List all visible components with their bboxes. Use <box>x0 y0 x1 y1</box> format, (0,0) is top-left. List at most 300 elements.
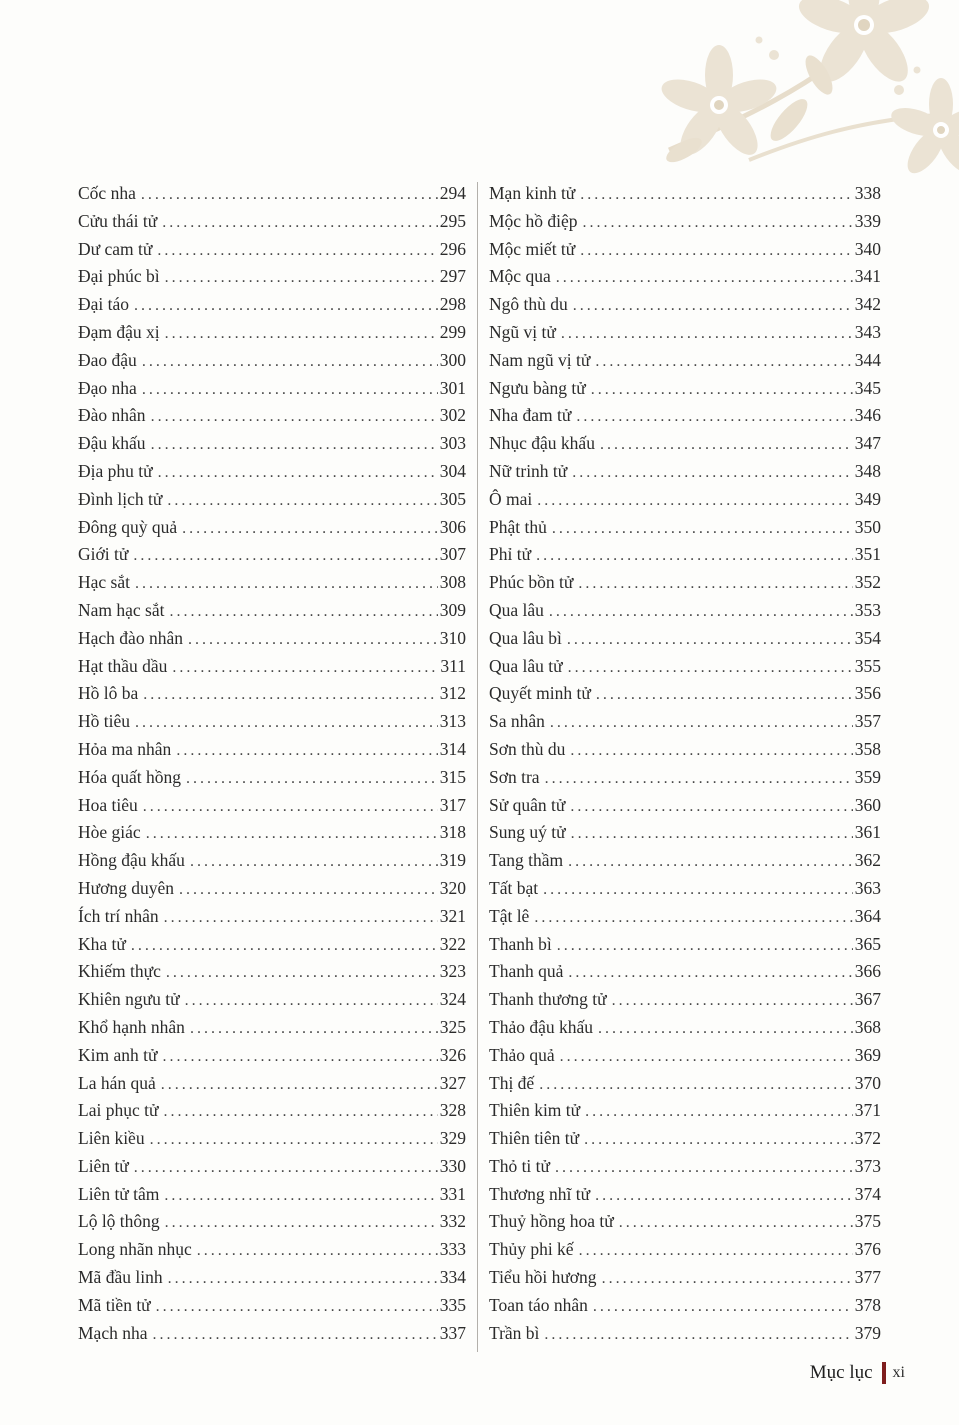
toc-leader-dots <box>557 932 853 959</box>
toc-entry <box>78 1264 466 1292</box>
toc-entry-page: 365 <box>854 933 881 954</box>
toc-entry <box>489 541 881 569</box>
toc-entry-page: 294 <box>439 183 466 203</box>
toc-leader-dots <box>186 765 438 792</box>
toc-entry-page: 350 <box>854 516 881 537</box>
toc-entry-title: Mộc hồ điệp <box>489 210 578 231</box>
toc-entry <box>489 736 881 764</box>
toc-entry <box>78 319 466 347</box>
toc-entry-title: Thủy phi kế <box>489 1239 574 1260</box>
toc-entry-page: 352 <box>854 572 881 593</box>
toc-leader-dots <box>188 626 438 653</box>
toc-entry-page: 296 <box>439 238 466 259</box>
toc-entry-title: Qua lâu <box>489 599 544 620</box>
toc-leader-dots <box>560 1043 853 1070</box>
toc-leader-dots <box>158 459 438 486</box>
toc-entry <box>78 708 466 736</box>
toc-leader-dots <box>164 1182 437 1209</box>
toc-entry-page: 329 <box>439 1128 466 1149</box>
toc-entry <box>489 1097 881 1125</box>
toc-entry-page: 301 <box>439 377 466 398</box>
toc-entry <box>489 903 881 931</box>
toc-entry <box>489 875 881 903</box>
toc-entry-title: Nữ trinh tử <box>489 460 568 481</box>
toc-entry-title: Sơn tra <box>489 766 540 787</box>
toc-leader-dots <box>561 320 853 347</box>
toc-entry <box>489 347 881 375</box>
toc-leader-dots <box>570 737 852 764</box>
toc-entry <box>78 458 466 486</box>
toc-entry-page: 355 <box>854 655 881 676</box>
toc-entry-page: 321 <box>439 905 466 926</box>
toc-entry-page: 354 <box>854 627 881 648</box>
toc-entry-title: Lai phục tử <box>78 1100 159 1121</box>
toc-entry-page: 297 <box>439 266 466 287</box>
toc-entry-page: 303 <box>439 433 466 454</box>
toc-entry <box>489 764 881 792</box>
toc-entry-title: Liên tử tâm <box>78 1183 160 1204</box>
toc-entry-title: Tiểu hồi hương <box>489 1267 597 1288</box>
toc-entry-page: 333 <box>439 1239 466 1260</box>
toc-leader-dots <box>534 904 852 931</box>
toc-entry-page: 342 <box>854 294 881 315</box>
toc-entry-title: Nha đam tử <box>489 405 572 426</box>
toc-entry-title: Qua lâu tử <box>489 655 563 676</box>
toc-entry-page: 299 <box>439 321 466 342</box>
toc-entry-title: Mã đầu linh <box>78 1267 163 1288</box>
toc-entry <box>78 736 466 764</box>
toc-leader-dots <box>543 876 853 903</box>
toc-entry-page: 348 <box>854 460 881 481</box>
toc-entry-page: 375 <box>854 1211 881 1232</box>
toc-leader-dots <box>134 292 438 319</box>
toc-entry-title: Khiên ngưu tử <box>78 989 180 1010</box>
toc-entry-title: Dư cam tử <box>78 238 153 259</box>
toc-leader-dots <box>150 1126 438 1153</box>
toc-leader-dots <box>170 598 438 625</box>
toc-entry-title: Khiếm thực <box>78 961 161 982</box>
toc-entry-page: 376 <box>854 1239 881 1260</box>
toc-entry-title: Ngô thù du <box>489 294 568 315</box>
toc-leader-dots <box>600 431 853 458</box>
toc-entry <box>78 1042 466 1070</box>
toc-entry-page: 371 <box>854 1100 881 1121</box>
toc-leader-dots <box>619 1209 853 1236</box>
toc-entry-title: Thanh bì <box>489 933 552 954</box>
toc-entry-title: Tất bạt <box>489 877 539 898</box>
toc-entry-title: Hạt thầu dầu <box>78 655 168 676</box>
toc-leader-dots <box>582 209 852 236</box>
toc-entry-page: 347 <box>854 433 881 454</box>
toc-entry-title: Hồ tiêu <box>78 711 131 732</box>
toc-entry-title: Cửu thái tử <box>78 210 158 231</box>
toc-entry <box>78 847 466 875</box>
toc-entry <box>78 986 466 1014</box>
toc-entry-page: 338 <box>854 183 881 203</box>
toc-entry <box>489 1070 881 1098</box>
toc-entry-page: 337 <box>439 1322 466 1343</box>
toc-entry <box>489 486 881 514</box>
toc-entry-page: 319 <box>439 850 466 871</box>
toc-entry-title: Cốc nha <box>78 183 136 203</box>
toc-entry <box>78 236 466 264</box>
toc-entry-page: 298 <box>439 294 466 315</box>
toc-entry <box>489 208 881 236</box>
toc-entry-title: Thị đế <box>489 1072 535 1093</box>
toc-entry-title: Thanh thương tử <box>489 989 607 1010</box>
toc-entry-title: Trần bì <box>489 1322 540 1343</box>
toc-leader-dots <box>570 793 852 820</box>
toc-leader-dots <box>545 765 853 792</box>
toc-entry-page: 372 <box>854 1128 881 1149</box>
toc-entry-page: 310 <box>439 627 466 648</box>
toc-leader-dots <box>190 848 438 875</box>
toc-entry-page: 363 <box>854 877 881 898</box>
toc-leader-dots <box>572 459 852 486</box>
page-footer <box>810 1362 905 1384</box>
toc-entry-page: 373 <box>854 1155 881 1176</box>
toc-entry <box>489 931 881 959</box>
toc-entry-title: Toan táo nhân <box>489 1294 588 1315</box>
toc-entry-page: 304 <box>439 460 466 481</box>
toc-entry-title: Địa phu tử <box>78 460 153 481</box>
footer-page-number: xi <box>892 1364 905 1381</box>
toc-entry-title: La hán quả <box>78 1072 156 1093</box>
toc-entry <box>489 1042 881 1070</box>
toc-entry-title: Long nhãn nhục <box>78 1239 192 1260</box>
toc-entry <box>78 1208 466 1236</box>
toc-entry-page: 327 <box>439 1072 466 1093</box>
toc-leader-dots <box>555 1154 853 1181</box>
toc-entry-title: Thảo quả <box>489 1044 555 1065</box>
toc-entry-page: 331 <box>439 1183 466 1204</box>
toc-leader-dots <box>165 1209 438 1236</box>
toc-leader-dots <box>537 487 852 514</box>
toc-leader-dots <box>156 1293 438 1320</box>
toc-entry-title: Sơn thù du <box>489 738 566 759</box>
floral-ornament <box>629 0 959 205</box>
toc-leader-dots <box>550 709 853 736</box>
toc-leader-dots <box>576 403 852 430</box>
toc-leader-dots <box>146 820 438 847</box>
toc-leader-dots <box>568 959 852 986</box>
toc-entry <box>489 625 881 653</box>
toc-entry-page: 308 <box>439 572 466 593</box>
toc-entry-title: Mạn kinh tử <box>489 183 576 203</box>
toc-entry-title: Thuỷ hồng hoa tử <box>489 1211 614 1232</box>
toc-leader-dots <box>578 570 852 597</box>
toc-entry-title: Ngũ vị tử <box>489 321 556 342</box>
toc-entry-page: 300 <box>439 349 466 370</box>
footer-section-label: Mục lục <box>809 1362 873 1383</box>
toc-leader-dots <box>536 542 853 569</box>
toc-entry-page: 334 <box>439 1267 466 1288</box>
toc-leader-dots <box>134 1154 438 1181</box>
toc-leader-dots <box>131 932 438 959</box>
toc-leader-dots <box>571 820 853 847</box>
toc-entry-page: 374 <box>854 1183 881 1204</box>
toc-entry <box>78 819 466 847</box>
toc-entry-page: 339 <box>854 210 881 231</box>
toc-entry-title: Đậu khấu <box>78 433 146 454</box>
toc-entry <box>489 1236 881 1264</box>
toc-entry <box>489 430 881 458</box>
toc-leader-dots <box>165 264 438 291</box>
toc-entry-title: Đình lịch tử <box>78 488 163 509</box>
toc-entry-title: Đạm đậu xị <box>78 321 160 342</box>
toc-entry-title: Tật lê <box>489 905 530 926</box>
toc-entry-page: 368 <box>854 1016 881 1037</box>
toc-entry-title: Thiên kim tử <box>489 1100 581 1121</box>
toc-entry <box>78 1153 466 1181</box>
toc-entry <box>489 514 881 542</box>
toc-entry-title: Mã tiền tử <box>78 1294 151 1315</box>
toc-leader-dots <box>598 1015 853 1042</box>
toc-entry-title: Đại táo <box>78 294 130 315</box>
toc-entry-page: 312 <box>439 683 466 704</box>
toc-entry-title: Đông quỳ quả <box>78 516 178 537</box>
toc-entry-page: 378 <box>854 1294 881 1315</box>
toc-entry-title: Hóa quất hồng <box>78 766 182 787</box>
toc-entry-title: Quyết minh tử <box>489 683 591 704</box>
footer-accent-bar <box>882 1362 886 1384</box>
toc-entry <box>78 375 466 403</box>
toc-entry-page: 346 <box>854 405 881 426</box>
toc-leader-dots <box>580 181 852 208</box>
toc-entry <box>489 1208 881 1236</box>
toc-entry-page: 377 <box>854 1267 881 1288</box>
toc-entry <box>489 1264 881 1292</box>
toc-leader-dots <box>580 237 852 264</box>
toc-entry-page: 322 <box>439 933 466 954</box>
toc-leader-dots <box>163 1098 437 1125</box>
toc-entry-page: 326 <box>439 1044 466 1065</box>
toc-entry <box>489 1320 881 1348</box>
toc-leader-dots <box>176 737 437 764</box>
toc-leader-dots <box>185 987 438 1014</box>
toc-entry <box>78 1070 466 1098</box>
toc-entry-page: 309 <box>439 599 466 620</box>
toc-entry-page: 325 <box>439 1016 466 1037</box>
toc-entry-title: Khổ hạnh nhân <box>78 1016 185 1037</box>
toc-entry-title: Hoa tiêu <box>78 794 138 815</box>
toc-leader-dots <box>197 1237 438 1264</box>
toc-entry <box>78 625 466 653</box>
toc-entry-title: Thảo đậu khấu <box>489 1016 593 1037</box>
toc-entry-page: 362 <box>854 850 881 871</box>
toc-entry-title: Tang thầm <box>489 850 564 871</box>
toc-leader-dots <box>166 959 438 986</box>
toc-entry-title: Phật thủ <box>489 516 547 537</box>
toc-entry <box>78 597 466 625</box>
toc-entry <box>78 402 466 430</box>
toc-entry <box>489 1125 881 1153</box>
toc-entry-title: Liên kiều <box>78 1128 145 1149</box>
toc-entry-page: 306 <box>439 516 466 537</box>
toc-entry <box>489 708 881 736</box>
toc-entry <box>78 764 466 792</box>
toc-entry-title: Đào nhân <box>78 405 146 426</box>
toc-entry-page: 361 <box>854 822 881 843</box>
toc-entry <box>489 680 881 708</box>
toc-entry <box>489 236 881 264</box>
toc-entry <box>489 1153 881 1181</box>
toc-leader-dots <box>135 709 438 736</box>
toc-entry-title: Đao đậu <box>78 349 137 370</box>
toc-entry-page: 328 <box>439 1100 466 1121</box>
toc-leader-dots <box>168 1265 438 1292</box>
toc-entry-page: 360 <box>854 794 881 815</box>
toc-entry <box>78 875 466 903</box>
toc-entry-title: Hạch đào nhân <box>78 627 183 648</box>
toc-leader-dots <box>133 542 437 569</box>
toc-entry-title: Liên tử <box>78 1155 129 1176</box>
toc-leader-dots <box>161 1071 438 1098</box>
toc-entry-title: Kim anh tử <box>78 1044 158 1065</box>
toc-entry-page: 302 <box>439 405 466 426</box>
toc-entry-title: Mạch nha <box>78 1322 148 1343</box>
toc-entry <box>78 1014 466 1042</box>
toc-entry <box>78 1097 466 1125</box>
toc-leader-dots <box>568 848 853 875</box>
toc-entry-title: Thanh quả <box>489 961 564 982</box>
toc-entry <box>489 569 881 597</box>
toc-entry <box>78 569 466 597</box>
toc-entry-title: Giới tử <box>78 544 129 565</box>
toc-leader-dots <box>162 1043 437 1070</box>
toc-entry <box>489 653 881 681</box>
toc-entry <box>78 208 466 236</box>
toc-entry-title: Sa nhân <box>489 711 545 732</box>
toc-entry-title: Hạc sắt <box>78 572 130 593</box>
toc-entry <box>489 819 881 847</box>
toc-entry-title: Đạo nha <box>78 377 137 398</box>
toc-entry-page: 295 <box>439 210 466 231</box>
toc-entry-page: 351 <box>854 544 881 565</box>
toc-leader-dots <box>573 292 853 319</box>
toc-leader-dots <box>539 1071 853 1098</box>
toc-entry-page: 343 <box>854 321 881 342</box>
toc-entry <box>78 514 466 542</box>
toc-entry <box>489 958 881 986</box>
toc-entry <box>78 958 466 986</box>
toc-entry <box>78 1125 466 1153</box>
toc-entry-page: 364 <box>854 905 881 926</box>
toc-leader-dots <box>595 348 852 375</box>
toc-entry-title: Ô mai <box>489 488 533 509</box>
toc-leader-dots <box>142 348 438 375</box>
toc-leader-dots <box>153 1321 438 1348</box>
toc-entry <box>489 1181 881 1209</box>
toc-entry <box>489 986 881 1014</box>
toc-entry <box>489 597 881 625</box>
toc-entry <box>78 263 466 291</box>
toc-leader-dots <box>593 1293 853 1320</box>
toc-leader-dots <box>190 1015 438 1042</box>
toc-entry-page: 366 <box>854 961 881 982</box>
toc-column-left <box>78 180 466 1352</box>
toc-leader-dots <box>549 598 853 625</box>
toc-entry <box>489 1292 881 1320</box>
toc-leader-dots <box>135 570 438 597</box>
toc-entry-title: Hương duyên <box>78 877 175 898</box>
toc-entry-page: 314 <box>439 738 466 759</box>
toc-entry-title: Hỏa ma nhân <box>78 738 172 759</box>
toc-entry-page: 370 <box>854 1072 881 1093</box>
toc-entry <box>489 263 881 291</box>
toc-leader-dots <box>167 487 437 514</box>
toc-leader-dots <box>612 987 853 1014</box>
toc-entry-page: 320 <box>439 877 466 898</box>
toc-entry <box>78 903 466 931</box>
toc-entry-page: 332 <box>439 1211 466 1232</box>
toc-leader-dots <box>164 904 438 931</box>
toc-entry-page: 317 <box>439 794 466 815</box>
toc-entry-title: Ích trí nhân <box>78 905 159 926</box>
toc-leader-dots <box>143 681 437 708</box>
toc-entry <box>489 1014 881 1042</box>
toc-entry-page: 344 <box>854 349 881 370</box>
toc-leader-dots <box>552 515 853 542</box>
toc-entry-page: 313 <box>439 711 466 732</box>
toc-entry <box>489 291 881 319</box>
toc-entry <box>78 430 466 458</box>
toc-leader-dots <box>182 515 438 542</box>
toc-entry-title: Nam hạc sắt <box>78 599 165 620</box>
toc-entry <box>78 1236 466 1264</box>
toc-leader-dots <box>151 431 438 458</box>
toc-entry-page: 359 <box>854 766 881 787</box>
toc-entry-title: Thiên tiên tử <box>489 1128 580 1149</box>
toc-entry-title: Phỉ tử <box>489 544 532 565</box>
toc-entry-page: 367 <box>854 989 881 1010</box>
toc-entry-page: 379 <box>854 1322 881 1343</box>
toc-entry <box>489 402 881 430</box>
toc-entry <box>78 486 466 514</box>
toc-leader-dots <box>567 626 853 653</box>
toc-entry <box>78 1320 466 1348</box>
toc-entry-title: Lộ lộ thông <box>78 1211 160 1232</box>
toc-entry-page: 341 <box>854 266 881 287</box>
toc-entry-title: Phúc bồn tử <box>489 572 574 593</box>
toc-entry-page: 356 <box>854 683 881 704</box>
toc-entry-title: Sử quân tử <box>489 794 566 815</box>
toc-entry-page: 311 <box>440 655 466 676</box>
toc-leader-dots <box>596 681 853 708</box>
toc-entry-title: Qua lâu bì <box>489 627 562 648</box>
toc-entry <box>489 375 881 403</box>
toc-entry-title: Mộc qua <box>489 266 551 287</box>
toc-entry <box>78 653 466 681</box>
toc-entry-page: 315 <box>439 766 466 787</box>
toc-entry-page: 330 <box>439 1155 466 1176</box>
toc-entry-page: 324 <box>439 989 466 1010</box>
toc-entry <box>78 180 466 208</box>
toc-leader-dots <box>172 654 438 681</box>
toc-leader-dots <box>584 1126 853 1153</box>
toc-leader-dots <box>602 1265 853 1292</box>
toc-leader-dots <box>595 1182 853 1209</box>
toc-leader-dots <box>585 1098 853 1125</box>
toc-entry-title: Mộc miết tử <box>489 238 576 259</box>
toc-leader-dots <box>143 793 438 820</box>
toc-entry <box>78 1292 466 1320</box>
toc-entry <box>489 847 881 875</box>
toc-leader-dots <box>151 403 438 430</box>
toc-entry <box>78 291 466 319</box>
toc-entry-title: Đại phúc bì <box>78 266 160 287</box>
toc-entry-page: 323 <box>439 961 466 982</box>
